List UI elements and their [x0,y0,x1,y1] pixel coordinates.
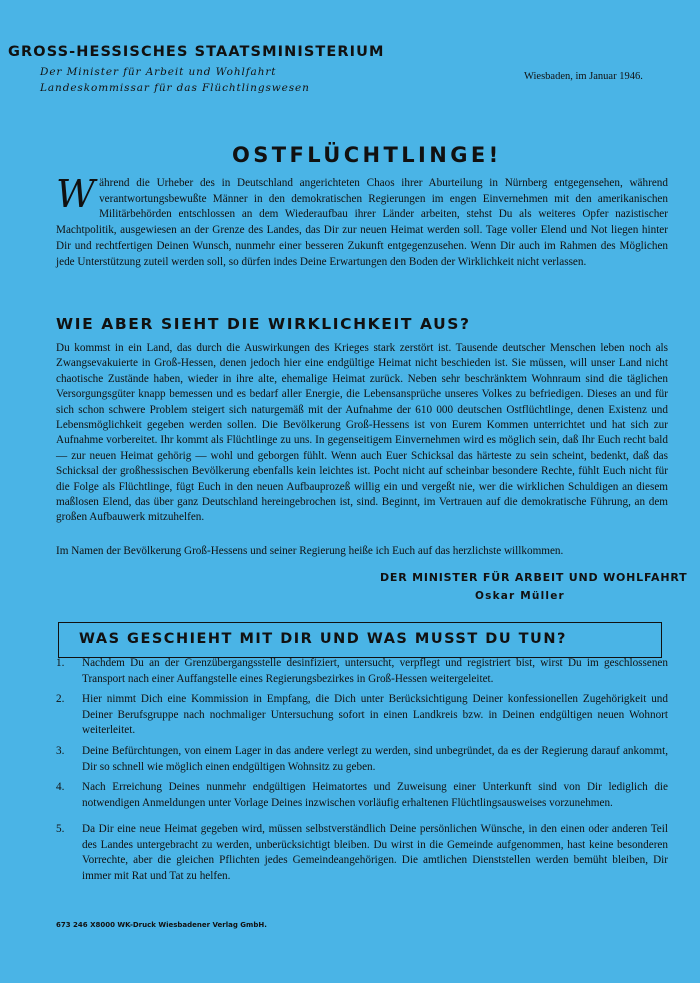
instruction-text: Hier nimmt Dich eine Kommission in Empfang, die Dich unter Berücksichtigung Deiner konfessionellen Zugehörigkeit und Deiner Berufsgruppe nach nochmaliger Untersuchung sofort in einen Landkreis bzw. in Deinen endgültigen neuen Wohnort weiterleitet. [82,693,668,736]
reality-heading: WIE ABER SIEHT DIE WIRKLICHKEIT AUS? [56,315,471,333]
instruction-text: Nach Erreichung Deines nunmehr endgültigen Heimatortes und Zuweisung einer Unterkunft sind von Dir lediglich die notwendigen Anmeldungen unter Vorlage Deines inzwischen vorläufig erhaltenen Flüchtlingsausweises vorzunehmen. [82,781,668,809]
welcome-greeting: Im Namen der Bevölkerung Groß-Hessens und seiner Regierung heiße ich Euch auf das herzlichste willkommen. [56,545,564,557]
intro-dropcap: W [56,172,96,216]
instruction-item [56,822,668,884]
instruction-item [56,656,668,687]
instructions-heading-box [58,622,662,658]
issue-date: Wiesbaden, im Januar 1946. [524,71,643,82]
instruction-item [56,780,668,811]
instruction-number: 3. [56,745,65,757]
instructions-heading: WAS GESCHIEHT MIT DIR UND WAS MUSST DU TUN? [79,631,567,647]
instruction-item [56,744,668,775]
instruction-number: 2. [56,693,65,705]
main-title: OSTFLÜCHTLINGE! [232,143,502,167]
instruction-text: Da Dir eine neue Heimat gegeben wird, müssen selbstverständlich Deine persönlichen Wünsche, in den einen oder anderen Teil des Landes untergebracht zu werden, unberücksichtigt bleiben. Du wirst in die Gemeinde aufgenommen, hast keine besonderen Vorrechte, aber die gleichen Pflichten jedes Gemeindeangehörigen. Die amtlichen Dienststellen werden bemüht bleiben, Dir immer mit Rat und Tat zu helfen. [82,823,668,882]
instruction-text: Nachdem Du an der Grenzübergangsstelle desinfiziert, untersucht, verpflegt und registriert bist, wirst Du im geschlossenen Transport nach einer Auffangstelle eines Regierungsbezirkes in Groß-Hessen weitergeleitet. [82,657,668,685]
signature-title: DER MINISTER FÜR ARBEIT UND WOHLFAHRT [380,571,688,584]
instruction-number: 1. [56,657,65,669]
signature-name: Oskar Müller [475,590,565,602]
instruction-number: 4. [56,781,65,793]
ministry-name: GROSS-HESSISCHES STAATSMINISTERIUM [8,44,385,60]
minister-line: Der Minister für Arbeit und Wohlfahrt [40,66,277,78]
printer-imprint: 673 246 X8000 WK-Druck Wiesbadener Verlag GmbH. [56,921,267,929]
instruction-text: Deine Befürchtungen, von einem Lager in das andere verlegt zu werden, sind unbegründet, da es der Regierung darauf ankommt, Dir so schnell wie möglich einen endgültigen Wohnsitz zu geben. [82,745,668,773]
instruction-number: 5. [56,823,65,835]
reality-body: Du kommst in ein Land, das durch die Auswirkungen des Krieges stark zerstört ist. Tausende deutscher Menschen leben noch als Zwangsevakuierte in Groß-Hessen, denen jedoch hier eine endgültige Heimat nicht beschieden ist. Sie müssen, will unser Land nicht chaotische Zustände haben, wieder in ihre alte, ehemalige Heimat zurück. Neben sehr beschränktem Wohnraum sind die täglichen Versorgungsgüter knapp bemessen und es bedarf aller Energie, die Lebensansprüche unseres Volkes zu befriedigen. Dieses an und für sich schon schwere Problem steigert sich naturgemäß mit der Aufnahme der 610 000 deutschen Ostflüchtlinge, denen Existenz und Lebensmöglichkeit gegeben werden sollen. Die Bevölkerung Groß-Hessens ist von Eurem Kommen unterrichtet und hat sich zur Aufnahme vorbereitet. Ihr kommt als Flüchtlinge zu uns. In gegenseitigem Einvernehmen wird es möglich sein, daß Ihr Euch recht bald — zur neuen Heimat gehörig — wohl und geborgen fühlt. Wenn auch Euer Schicksal das härteste zu sein scheint, bedenkt, daß das Schicksal der großhessischen Bevölkerung ebenfalls kein leichtes ist. Pocht nicht auf scheinbar besondere Rechte, fühlt Euch nicht für die Folge als Flüchtlinge, fügt Euch in den neuen Aufbauprozeß willig ein und vergeßt nie, wer die wirklichen Schuldigen an diesem maßlosen Elend, das über ganz Deutschland hereingebrochen ist, sind. Beginnt, im Vertrauen auf die demokratische Führung, an dem großen Aufbauwerk mitzuhelfen. [56,342,668,524]
instruction-item [56,692,668,739]
intro-paragraph [56,172,668,270]
intro-text: ährend die Urheber des in Deutschland angerichteten Chaos ihrer Aburteilung in Nürnberg entgegensehen, während verantwortungsbewußte Männer in den demokratischen Regierungen im engen Einvernehmen mit den amerikanischen Militärbehörden entschlossen an dem Wiederaufbau ihrer Länder arbeiten, stehst Du als weiteres Opfer nazistischer Machtpolitik, ausgewiesen an der Grenze des Landes, das Dir zur neuen Heimat werden soll. Tage voller Elend und Not liegen hinter Dir und rechtfertigen Deinen Wunsch, nunmehr einer besseren Zukunft entgegenzusehen. Wenn Dir auch im Rahmen des Möglichen jede Unterstützung zuteil werden soll, so dürfen indes Deine Erwartungen den Boden der Wirklichkeit nicht verlassen. [56,177,668,268]
commissioner-line: Landeskommissar für das Flüchtlingswesen [40,82,310,94]
